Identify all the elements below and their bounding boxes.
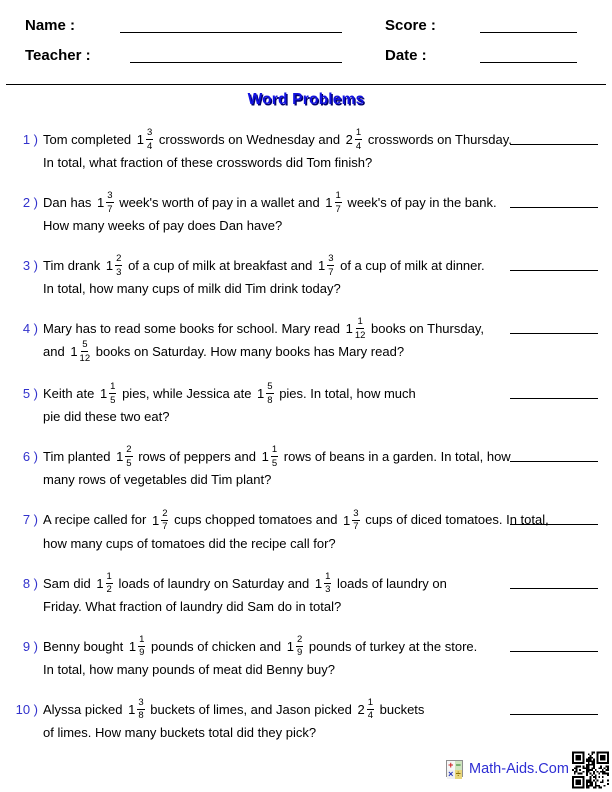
score-label: Score :	[385, 17, 436, 34]
problem-9	[12, 633, 598, 680]
mixed-fraction: 1 $\frac{2}{3}$	[105, 253, 122, 278]
text-segment: In total, how many pounds of meat did Benny buy?	[43, 661, 335, 677]
problem-number: 9 )	[22, 638, 38, 654]
plus-icon: +	[448, 760, 454, 770]
mixed-fraction: 1 $\frac{1}{7}$	[325, 190, 341, 215]
problem-text	[43, 446, 598, 490]
text-segment: week's worth of pay in a wallet and	[115, 195, 324, 211]
problem-10	[12, 696, 598, 743]
mixed-fraction: 1 $\frac{3}{4}$	[136, 127, 153, 152]
date-input-line[interactable]	[480, 62, 577, 63]
problem-text	[43, 696, 598, 743]
mixed-fraction: 1 $\frac{3}{7}$	[343, 507, 359, 532]
text-segment: buckets	[376, 701, 425, 717]
text-segment: Dan has	[43, 195, 96, 211]
score-input-line[interactable]	[480, 32, 577, 33]
mixed-fraction: 1 $\frac{3}{7}$	[97, 190, 113, 215]
answer-line[interactable]	[510, 461, 598, 462]
problem-text	[43, 383, 598, 427]
text-segment: and	[43, 344, 69, 360]
text-segment: pies, while Jessica ate	[118, 386, 256, 402]
text-segment: books on Thursday,	[367, 321, 484, 337]
mixed-fraction: 1 $\frac{2}{7}$	[151, 507, 168, 532]
text-segment: rows of peppers and	[134, 449, 260, 465]
text-segment: how many cups of tomatoes did the recipe call for?	[43, 535, 336, 551]
answer-line[interactable]	[510, 270, 598, 271]
header-divider	[6, 84, 606, 85]
text-segment: Friday. What fraction of laundry did Sam do in total?	[43, 598, 342, 614]
text-segment: How many weeks of pay does Dan have?	[43, 218, 283, 234]
problem-1	[12, 129, 598, 173]
text-segment: pies. In total, how much	[275, 386, 416, 402]
mixed-fraction: 1 $\frac{2}{5}$	[116, 444, 132, 469]
problem-number: 1 )	[22, 132, 38, 147]
text-segment: rows of beans in a garden. In total, how	[280, 449, 511, 465]
problem-number: 5 )	[22, 386, 38, 402]
mixed-fraction: 1 $\frac{1}{2}$	[96, 570, 112, 596]
text-segment: loads of laundry on	[333, 575, 447, 591]
mixed-fraction: 1 $\frac{1}{9}$	[128, 633, 145, 659]
text-segment: Tim drank	[43, 258, 104, 274]
problem-text	[43, 509, 598, 553]
problem-7	[12, 509, 598, 553]
answer-line[interactable]	[510, 207, 598, 208]
problem-number: 8 )	[22, 575, 38, 591]
mixed-fraction: 1 $\frac{1}{5}$	[99, 381, 116, 406]
answer-line[interactable]	[510, 714, 598, 715]
answer-line[interactable]	[510, 524, 598, 525]
mixed-fraction: 2 $\frac{1}{4}$	[345, 127, 362, 152]
text-segment: Keith ate	[43, 386, 98, 402]
problem-4	[12, 318, 598, 364]
problem-6	[12, 446, 598, 490]
text-segment: crosswords on Wednesday and	[155, 132, 344, 147]
text-segment: cups chopped tomatoes and	[170, 512, 342, 528]
mixed-fraction: 1 $\frac{1}{5}$	[261, 444, 278, 469]
mixed-fraction: 1 $\frac{1}{12}$	[345, 316, 366, 341]
problem-list	[12, 129, 598, 762]
text-segment: buckets of limes, and Jason picked	[146, 701, 356, 717]
problem-8	[12, 570, 598, 617]
problem-text	[43, 633, 598, 680]
divide-icon: ÷	[455, 769, 461, 779]
teacher-label: Teacher :	[25, 47, 91, 64]
mixed-fraction: 1 $\frac{3}{8}$	[128, 696, 144, 722]
problem-number: 4 )	[22, 321, 38, 337]
teacher-input-line[interactable]	[130, 62, 342, 63]
page-title: Word Problems	[247, 91, 365, 108]
text-segment: Tim planted	[43, 449, 115, 465]
problem-text	[43, 318, 598, 364]
mixed-fraction: 1 $\frac{2}{9}$	[286, 633, 303, 659]
text-segment: Sam did	[43, 575, 95, 591]
text-segment: week's of pay in the bank.	[343, 195, 497, 211]
text-segment: many rows of vegetables did Tim plant?	[43, 472, 272, 488]
text-segment: In total, how many cups of milk did Tim drink today?	[43, 281, 341, 297]
problem-number: 3 )	[22, 258, 38, 274]
qr-code	[572, 750, 609, 790]
minus-icon: −	[455, 760, 461, 770]
text-segment: cups of diced tomatoes. In total,	[361, 512, 549, 528]
text-segment: pie did these two eat?	[43, 409, 170, 425]
name-input-line[interactable]	[120, 32, 342, 33]
brand-link[interactable]	[446, 760, 569, 777]
problem-number: 10 )	[15, 701, 38, 717]
text-segment: Tom completed	[43, 132, 135, 147]
text-segment: pounds of turkey at the store.	[305, 638, 478, 654]
name-label: Name :	[25, 17, 76, 34]
text-segment: of a cup of milk at breakfast and	[124, 258, 316, 274]
problem-text	[43, 129, 598, 173]
text-segment: of limes. How many buckets total did they pick?	[43, 724, 317, 740]
problem-2	[12, 192, 598, 236]
problem-number: 6 )	[22, 449, 38, 465]
text-segment: books on Saturday. How many books has Mary read?	[92, 344, 405, 360]
text-segment: crosswords on Thursday.	[364, 132, 512, 147]
times-icon: ×	[448, 769, 454, 779]
answer-line[interactable]	[510, 588, 598, 589]
mixed-fraction: 1 $\frac{1}{3}$	[314, 570, 331, 596]
problem-3	[12, 255, 598, 299]
text-segment: pounds of chicken and	[147, 638, 285, 654]
brand-text: Math-Aids.Com	[469, 760, 569, 777]
text-segment: A recipe called for	[43, 512, 150, 528]
date-label: Date :	[385, 47, 427, 64]
mixed-fraction: 1 $\frac{5}{8}$	[257, 381, 273, 406]
text-segment: Alyssa picked	[43, 701, 127, 717]
problem-text	[43, 255, 598, 299]
problem-5	[12, 383, 598, 427]
answer-line[interactable]	[510, 651, 598, 652]
text-segment: of a cup of milk at dinner.	[336, 258, 485, 274]
text-segment: Mary has to read some books for school. Mary read	[43, 321, 344, 337]
problem-text	[43, 570, 598, 617]
mixed-fraction: 1 $\frac{5}{12}$	[70, 339, 91, 364]
text-segment: Benny bought	[43, 638, 127, 654]
answer-line[interactable]	[510, 144, 598, 145]
text-segment: loads of laundry on Saturday and	[114, 575, 313, 591]
answer-line[interactable]	[510, 398, 598, 399]
math-aids-logo-icon	[446, 760, 463, 777]
problem-number: 2 )	[22, 195, 38, 211]
mixed-fraction: 1 $\frac{3}{7}$	[317, 253, 334, 278]
mixed-fraction: 2 $\frac{1}{4}$	[357, 696, 373, 722]
problem-number: 7 )	[22, 512, 38, 528]
answer-line[interactable]	[510, 333, 598, 334]
text-segment: In total, what fraction of these crosswords did Tom finish?	[43, 155, 373, 171]
problem-text	[43, 192, 598, 236]
